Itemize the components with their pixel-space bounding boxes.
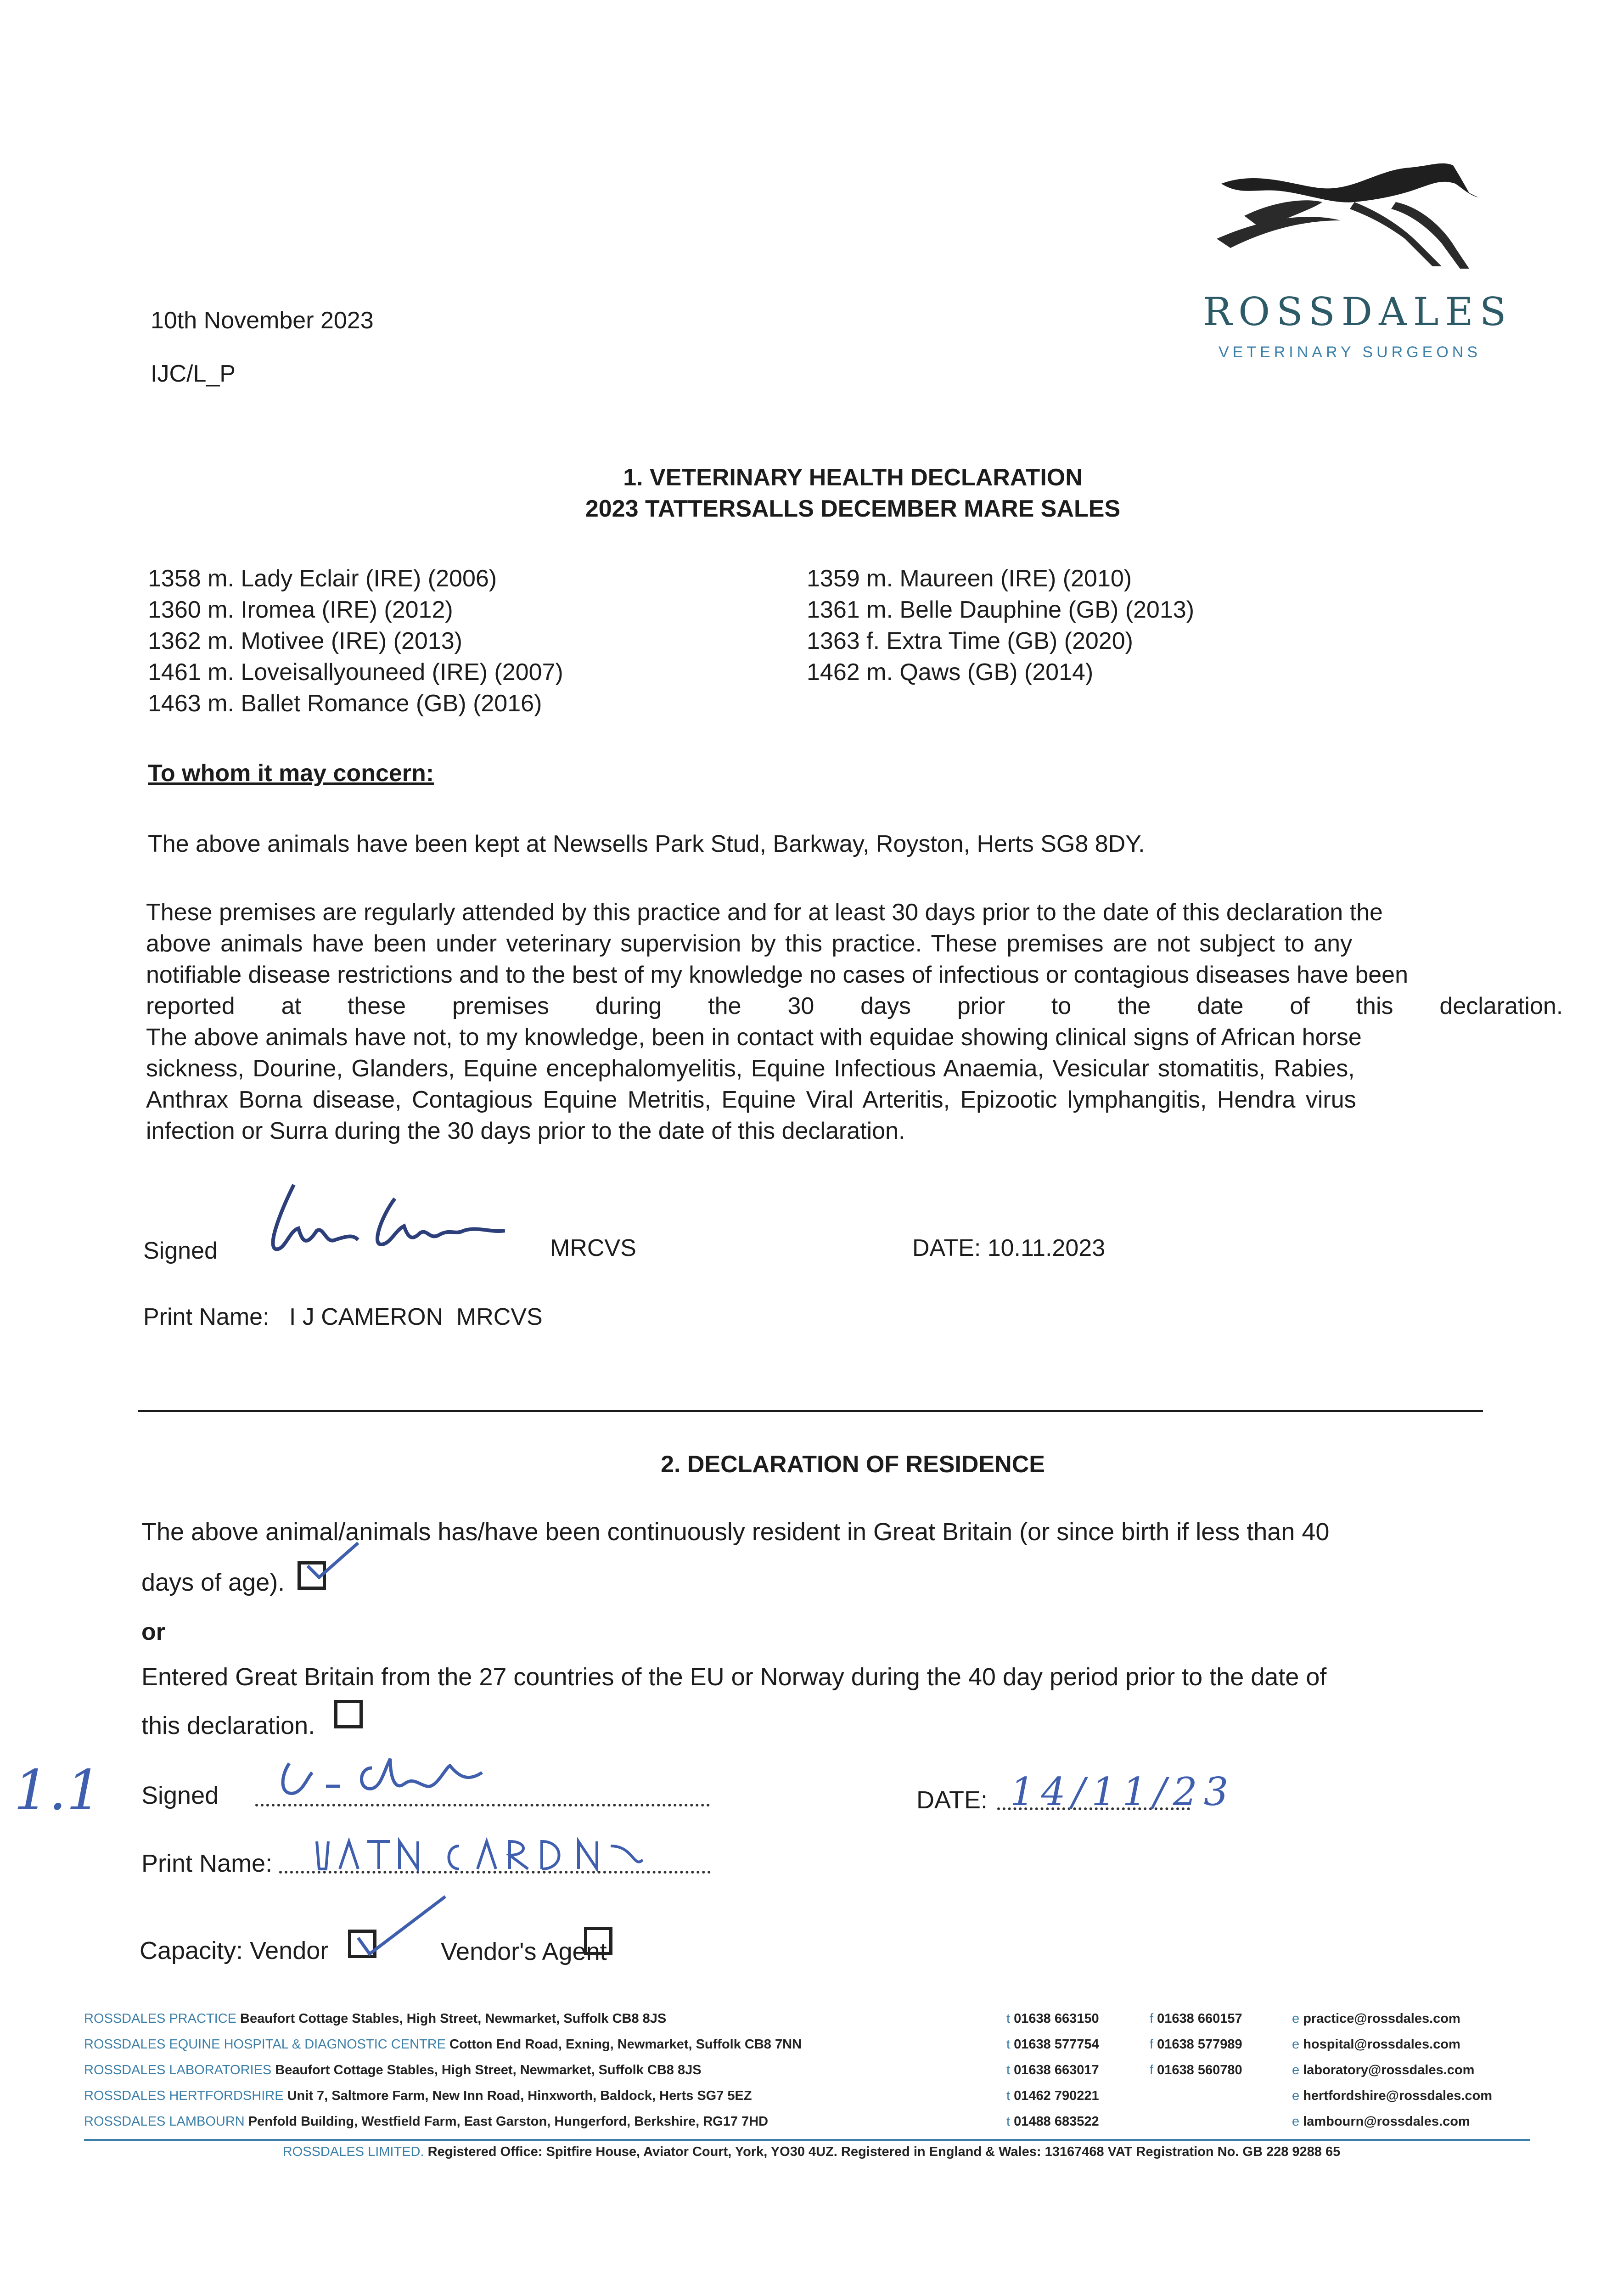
footer-fax: f 01638 560780 [1150, 2063, 1242, 2077]
check-mark-icon [349, 1887, 450, 1965]
footer-row [84, 2035, 802, 2054]
footer-telephone: t 01638 663150 [1006, 2011, 1099, 2026]
body-line: Anthrax Borna disease, Contagious Equine Metritis, Equine Viral Arteritis, Epizootic lymphangitis, Hendra virus [146, 1086, 1356, 1113]
or-label: or [141, 1619, 165, 1645]
body-line: These premises are regularly attended by this practice and for at least 30 days prior to the date of this declaration the [146, 899, 1383, 926]
footer-telephone: t 01462 790221 [1006, 2088, 1099, 2103]
logo-tagline: VETERINARY SURGEONS [1218, 343, 1482, 361]
footer-email: e hertfordshire@rossdales.com [1292, 2088, 1493, 2103]
footer-rule [84, 2139, 1530, 2141]
footer-row [84, 2061, 702, 2079]
footer-org: ROSSDALES PRACTICE [84, 2011, 236, 2026]
footer-org: ROSSDALES HERTFORDSHIRE [84, 2088, 284, 2103]
letter-date: 10th November 2023 [151, 307, 374, 334]
footer-row [84, 2112, 768, 2131]
body-line: sickness, Dourine, Glanders, Equine encephalomyelitis, Equine Infectious Anaemia, Vesicular stomatitis, Rabies, [146, 1055, 1355, 1082]
vendor-agent-checkbox[interactable] [584, 1927, 612, 1955]
footer-email: e practice@rossdales.com [1292, 2011, 1460, 2026]
section-divider [138, 1410, 1483, 1412]
letter-reference: IJC/L_P [151, 360, 236, 387]
vet-print-name: Print Name: I J CAMERON MRCVS [143, 1304, 543, 1330]
residence-option1-cont: days of age). [141, 1569, 285, 1596]
footer-address: Cotton End Road, Exning, Newmarket, Suffolk CB8 7NN [449, 2037, 802, 2052]
vet-mrcvs-suffix: MRCVS [550, 1235, 636, 1261]
vet-signed-label: Signed [143, 1238, 218, 1264]
footer-email: e laboratory@rossdales.com [1292, 2063, 1475, 2077]
footer-telephone: t 01488 683522 [1006, 2114, 1099, 2129]
list-item: 1359 m. Maureen (IRE) (2010) [807, 565, 1132, 592]
residence-option1: The above animal/animals has/have been continuously resident in Great Britain (or since birth if less than 40 [141, 1518, 1330, 1546]
list-item: 1360 m. Iromea (IRE) (2012) [148, 597, 453, 623]
footer-email: e lambourn@rossdales.com [1292, 2114, 1470, 2129]
premises-statement: The above animals have been kept at Newsells Park Stud, Barkway, Royston, Herts SG8 8DY. [148, 831, 1145, 857]
list-item: 1362 m. Motivee (IRE) (2013) [148, 628, 462, 654]
section2-title: 2. DECLARATION OF RESIDENCE [661, 1451, 1045, 1478]
body-line: above animals have been under veterinary supervision by this practice. These premises are not subject to any [146, 930, 1353, 957]
footer-org: ROSSDALES LABORATORIES [84, 2063, 272, 2077]
capacity-label: Capacity: Vendor [140, 1937, 329, 1964]
list-item: 1358 m. Lady Eclair (IRE) (2006) [148, 565, 497, 592]
footer-telephone: t 01638 577754 [1006, 2037, 1099, 2052]
list-item: 1363 f. Extra Time (GB) (2020) [807, 628, 1133, 654]
rossdales-logo [1203, 152, 1513, 367]
footer-email: e hospital@rossdales.com [1292, 2037, 1460, 2052]
vendor-signature [266, 1740, 569, 1809]
residence-option2: Entered Great Britain from the 27 countries of the EU or Norway during the 40 day period prior to the date of [141, 1663, 1327, 1691]
margin-note: 1.1 [14, 1759, 101, 1823]
footer-org: ROSSDALES EQUINE HOSPITAL & DIAGNOSTIC CENTRE [84, 2037, 446, 2052]
list-item: 1462 m. Qaws (GB) (2014) [807, 659, 1094, 686]
check-mark-icon [298, 1538, 363, 1593]
footer-address: Beaufort Cottage Stables, High Street, Newmarket, Suffolk CB8 8JS [275, 2063, 702, 2077]
footer-row [84, 2087, 752, 2105]
footer-registered [0, 2143, 1623, 2161]
vet-declaration-date: DATE: 10.11.2023 [912, 1235, 1106, 1261]
footer-address: Unit 7, Saltmore Farm, New Inn Road, Hinxworth, Baldock, Herts SG7 5EZ [287, 2088, 752, 2103]
vendor-agent-label: Vendor's Agent [441, 1938, 607, 1965]
list-item: 1361 m. Belle Dauphine (GB) (2013) [807, 597, 1195, 623]
body-line: The above animals have not, to my knowledge, been in contact with equidae showing clinical signs of African horse [146, 1024, 1362, 1051]
declaration-body [146, 897, 1563, 1147]
body-line: reported at these premises during the 30 days prior to the date of this declaration. [146, 993, 1563, 1019]
section1-subtitle: 2023 TATTERSALLS DECEMBER MARE SALES [585, 495, 1121, 522]
body-line: infection or Surra during the 30 days prior to the date of this declaration. [146, 1118, 905, 1144]
vet-signature [257, 1176, 505, 1267]
vendor-signed-label: Signed [141, 1782, 219, 1809]
entered-checkbox[interactable] [334, 1700, 363, 1728]
vendor-print-name-label: Print Name: [141, 1850, 273, 1877]
vendor-date-value: 14/11/23 [1010, 1769, 1235, 1814]
footer-fax: f 01638 577989 [1150, 2037, 1242, 2052]
footer-address: Penfold Building, Westfield Farm, East Garston, Hungerford, Berkshire, RG17 7HD [248, 2114, 769, 2129]
vendor-date-label: DATE: [916, 1786, 988, 1814]
animal-list-left [148, 563, 563, 719]
horse-logo-icon [1203, 152, 1497, 289]
logo-name: ROSSDALES [1203, 289, 1513, 334]
vendor-printed-name-scrawl [312, 1832, 643, 1878]
animal-list-right [807, 563, 1194, 688]
footer-telephone: t 01638 663017 [1006, 2063, 1099, 2077]
footer-registered-org: ROSSDALES LIMITED. [282, 2144, 424, 2159]
footer [0, 2009, 1623, 2175]
footer-row [84, 2009, 666, 2028]
list-item: 1463 m. Ballet Romance (GB) (2016) [148, 690, 542, 717]
footer-address: Beaufort Cottage Stables, High Street, Newmarket, Suffolk CB8 8JS [240, 2011, 667, 2026]
body-line: notifiable disease restrictions and to the best of my knowledge no cases of infectious or contagious diseases have been [146, 962, 1408, 988]
salutation: To whom it may concern: [148, 760, 434, 787]
section1-title: 1. VETERINARY HEALTH DECLARATION [623, 464, 1083, 491]
residence-option2-cont: this declaration. [141, 1712, 315, 1739]
footer-org: ROSSDALES LAMBOURN [84, 2114, 245, 2129]
footer-registered-text: Registered Office: Spitfire House, Aviator Court, York, YO30 4UZ. Registered in England & Wales: 13167468 VAT Registration No. GB 228 9288 65 [427, 2144, 1341, 2159]
list-item: 1461 m. Loveisallyouneed (IRE) (2007) [148, 659, 563, 686]
footer-fax: f 01638 660157 [1150, 2011, 1242, 2026]
